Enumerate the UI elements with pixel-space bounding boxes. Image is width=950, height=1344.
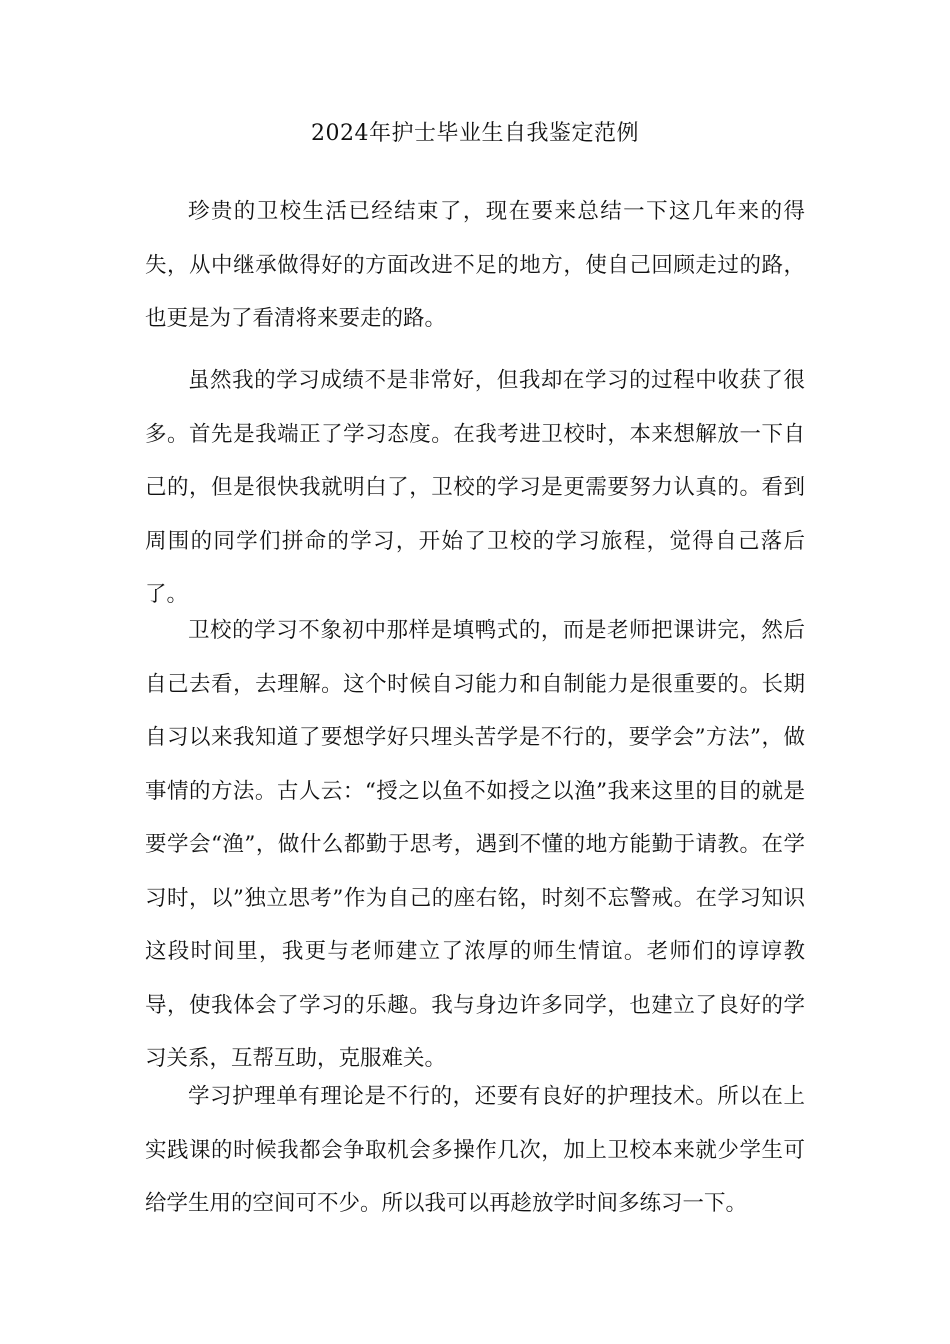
- paragraph-1: 珍贵的卫校生活已经结束了，现在要来总结一下这几年来的得失，从中继承做得好的方面改进不足的地方，使自己回顾走过的路，也更是为了看清将来要走的路。: [145, 199, 805, 331]
- paragraph-4: 学习护理单有理论是不行的，还要有良好的护理技术。所以在上实践课的时候我都会争取机会多操作几次，加上卫校本来就少学生可给学生用的空间可不少。所以我可以再趁放学时间多练习一下。: [145, 1084, 805, 1216]
- paragraph-3: 卫校的学习不象初中那样是填鸭式的，而是老师把课讲完，然后自己去看，去理解。这个时候自习能力和自制能力是很重要的。长期自习以来我知道了要想学好只埋头苦学是不行的，要学会”方法”，做事情的方法。古人云：“授之以鱼不如授之以渔”我来这里的目的就是要学会“渔”，做什么都勤于思考，遇到不懂的地方能勤于请教。在学习时，以”独立思考”作为自己的座右铭，时刻不忘警戒。在学习知识这段时间里，我更与老师建立了浓厚的师生情谊。老师们的谆谆教导，使我体会了学习的乐趣。我与身边许多同学，也建立了良好的学习关系，互帮互助，克服难关。: [145, 618, 805, 1071]
- paragraph-2: 虽然我的学习成绩不是非常好，但我却在学习的过程中收获了很多。首先是我端正了学习态度。在我考进卫校时，本来想解放一下自己的，但是很快我就明白了，卫校的学习是更需要努力认真的。看到周围的同学们拼命的学习，开始了卫校的学习旅程，觉得自己落后了。: [145, 368, 805, 607]
- document-title: 2024年护士毕业生自我鉴定范例: [311, 121, 639, 146]
